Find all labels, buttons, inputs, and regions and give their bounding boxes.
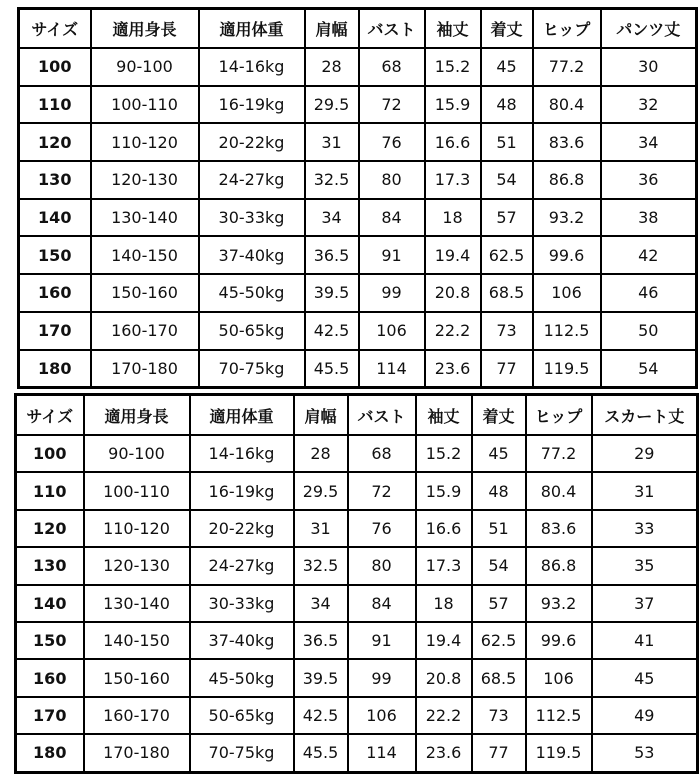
table-row bbox=[19, 236, 697, 274]
table-cell: 24-27kg bbox=[190, 547, 294, 584]
table-cell: 106 bbox=[526, 659, 592, 696]
table-cell: 110-120 bbox=[84, 510, 190, 547]
table-cell: 150-160 bbox=[84, 659, 190, 696]
table-cell: 24-27kg bbox=[199, 161, 305, 199]
table-cell: 45 bbox=[472, 435, 526, 472]
size-cell: 150 bbox=[16, 622, 84, 659]
table-cell: 36.5 bbox=[305, 236, 359, 274]
table-cell: 90-100 bbox=[91, 48, 199, 86]
table-cell: 170-180 bbox=[91, 350, 199, 388]
table-cell: 70-75kg bbox=[190, 734, 294, 772]
table-cell: 119.5 bbox=[526, 734, 592, 772]
table-cell: 15.2 bbox=[425, 48, 481, 86]
table-cell: 45 bbox=[481, 48, 533, 86]
table-cell: 99.6 bbox=[526, 622, 592, 659]
table-row bbox=[16, 510, 698, 547]
size-cell: 130 bbox=[19, 161, 91, 199]
table-cell: 15.2 bbox=[416, 435, 472, 472]
column-header: ヒップ bbox=[533, 9, 601, 49]
table-cell: 45 bbox=[592, 659, 698, 696]
table-header bbox=[19, 9, 697, 49]
table-cell: 16-19kg bbox=[199, 86, 305, 124]
table-cell: 32.5 bbox=[305, 161, 359, 199]
table-cell: 17.3 bbox=[425, 161, 481, 199]
size-cell: 120 bbox=[19, 123, 91, 161]
column-header: ヒップ bbox=[526, 395, 592, 436]
table-cell: 73 bbox=[481, 312, 533, 350]
table-cell: 48 bbox=[481, 86, 533, 124]
table-cell: 160-170 bbox=[91, 312, 199, 350]
table-cell: 20.8 bbox=[425, 274, 481, 312]
table-cell: 62.5 bbox=[472, 622, 526, 659]
size-table-skirt bbox=[14, 393, 699, 774]
table-cell: 140-150 bbox=[91, 236, 199, 274]
table-cell: 14-16kg bbox=[199, 48, 305, 86]
table-cell: 20-22kg bbox=[190, 510, 294, 547]
table-cell: 170-180 bbox=[84, 734, 190, 772]
table-cell: 100-110 bbox=[91, 86, 199, 124]
size-cell: 180 bbox=[16, 734, 84, 772]
table-cell: 77.2 bbox=[533, 48, 601, 86]
column-header: 肩幅 bbox=[305, 9, 359, 49]
table-cell: 16-19kg bbox=[190, 472, 294, 509]
table-cell: 51 bbox=[472, 510, 526, 547]
table-cell: 140-150 bbox=[84, 622, 190, 659]
size-cell: 160 bbox=[16, 659, 84, 696]
table-row bbox=[19, 312, 697, 350]
table-cell: 57 bbox=[481, 199, 533, 237]
table-cell: 22.2 bbox=[416, 697, 472, 734]
table-cell: 20.8 bbox=[416, 659, 472, 696]
table-cell: 39.5 bbox=[305, 274, 359, 312]
header-row bbox=[19, 9, 697, 49]
table-cell: 99.6 bbox=[533, 236, 601, 274]
table-row bbox=[16, 622, 698, 659]
table-cell: 23.6 bbox=[416, 734, 472, 772]
table-cell: 86.8 bbox=[526, 547, 592, 584]
column-header: 適用身長 bbox=[84, 395, 190, 436]
table-cell: 90-100 bbox=[84, 435, 190, 472]
size-cell: 160 bbox=[19, 274, 91, 312]
table-row bbox=[19, 199, 697, 237]
table-cell: 34 bbox=[305, 199, 359, 237]
size-cell: 110 bbox=[19, 86, 91, 124]
table-cell: 72 bbox=[348, 472, 416, 509]
column-header: 適用体重 bbox=[190, 395, 294, 436]
table-cell: 76 bbox=[359, 123, 425, 161]
table-cell: 35 bbox=[592, 547, 698, 584]
column-header: 袖丈 bbox=[425, 9, 481, 49]
table-cell: 42 bbox=[601, 236, 697, 274]
table-cell: 19.4 bbox=[425, 236, 481, 274]
table-cell: 20-22kg bbox=[199, 123, 305, 161]
table-cell: 14-16kg bbox=[190, 435, 294, 472]
table-cell: 112.5 bbox=[533, 312, 601, 350]
table-cell: 16.6 bbox=[416, 510, 472, 547]
table-cell: 83.6 bbox=[526, 510, 592, 547]
column-header: 適用体重 bbox=[199, 9, 305, 49]
table-cell: 68 bbox=[359, 48, 425, 86]
table-cell: 22.2 bbox=[425, 312, 481, 350]
table-cell: 48 bbox=[472, 472, 526, 509]
column-header: バスト bbox=[359, 9, 425, 49]
table-cell: 31 bbox=[294, 510, 348, 547]
table-cell: 38 bbox=[601, 199, 697, 237]
table-cell: 29 bbox=[592, 435, 698, 472]
size-cell: 180 bbox=[19, 350, 91, 388]
table-row bbox=[16, 697, 698, 734]
table-cell: 72 bbox=[359, 86, 425, 124]
table-cell: 80.4 bbox=[533, 86, 601, 124]
table-cell: 150-160 bbox=[91, 274, 199, 312]
table-cell: 29.5 bbox=[305, 86, 359, 124]
table-cell: 30-33kg bbox=[190, 585, 294, 622]
table-cell: 62.5 bbox=[481, 236, 533, 274]
size-cell: 100 bbox=[16, 435, 84, 472]
table-cell: 51 bbox=[481, 123, 533, 161]
table-row bbox=[19, 123, 697, 161]
table-cell: 99 bbox=[348, 659, 416, 696]
table-cell: 45.5 bbox=[294, 734, 348, 772]
table-cell: 32.5 bbox=[294, 547, 348, 584]
table-cell: 86.8 bbox=[533, 161, 601, 199]
table-cell: 54 bbox=[472, 547, 526, 584]
table-cell: 160-170 bbox=[84, 697, 190, 734]
table-cell: 100-110 bbox=[84, 472, 190, 509]
table-cell: 68.5 bbox=[481, 274, 533, 312]
table-row bbox=[16, 734, 698, 772]
table-cell: 18 bbox=[425, 199, 481, 237]
table-cell: 23.6 bbox=[425, 350, 481, 388]
table-cell: 93.2 bbox=[533, 199, 601, 237]
table-cell: 46 bbox=[601, 274, 697, 312]
table-row bbox=[16, 435, 698, 472]
table-cell: 91 bbox=[348, 622, 416, 659]
table-cell: 130-140 bbox=[91, 199, 199, 237]
table-cell: 42.5 bbox=[294, 697, 348, 734]
size-cell: 130 bbox=[16, 547, 84, 584]
column-header: 適用身長 bbox=[91, 9, 199, 49]
table-cell: 50 bbox=[601, 312, 697, 350]
table-header bbox=[16, 395, 698, 436]
column-header: スカート丈 bbox=[592, 395, 698, 436]
table-cell: 45-50kg bbox=[199, 274, 305, 312]
table-cell: 80 bbox=[348, 547, 416, 584]
table-cell: 16.6 bbox=[425, 123, 481, 161]
table-cell: 32 bbox=[601, 86, 697, 124]
table-cell: 84 bbox=[348, 585, 416, 622]
table-cell: 114 bbox=[359, 350, 425, 388]
table-cell: 112.5 bbox=[526, 697, 592, 734]
table-row bbox=[19, 274, 697, 312]
column-header: サイズ bbox=[19, 9, 91, 49]
table-cell: 84 bbox=[359, 199, 425, 237]
table-cell: 93.2 bbox=[526, 585, 592, 622]
table-row bbox=[16, 547, 698, 584]
table-cell: 36 bbox=[601, 161, 697, 199]
size-cell: 170 bbox=[19, 312, 91, 350]
table-cell: 110-120 bbox=[91, 123, 199, 161]
table-cell: 119.5 bbox=[533, 350, 601, 388]
table-cell: 106 bbox=[359, 312, 425, 350]
table-row bbox=[19, 48, 697, 86]
size-cell: 100 bbox=[19, 48, 91, 86]
table-cell: 120-130 bbox=[84, 547, 190, 584]
table-cell: 99 bbox=[359, 274, 425, 312]
table-cell: 31 bbox=[592, 472, 698, 509]
table-cell: 30-33kg bbox=[199, 199, 305, 237]
table-cell: 120-130 bbox=[91, 161, 199, 199]
size-table-pants bbox=[17, 7, 698, 389]
header-row bbox=[16, 395, 698, 436]
table-cell: 106 bbox=[533, 274, 601, 312]
table-cell: 54 bbox=[481, 161, 533, 199]
table-cell: 49 bbox=[592, 697, 698, 734]
size-cell: 150 bbox=[19, 236, 91, 274]
size-cell: 140 bbox=[16, 585, 84, 622]
table-cell: 34 bbox=[601, 123, 697, 161]
table-cell: 17.3 bbox=[416, 547, 472, 584]
table-cell: 50-65kg bbox=[190, 697, 294, 734]
table-cell: 45-50kg bbox=[190, 659, 294, 696]
table-cell: 19.4 bbox=[416, 622, 472, 659]
table-cell: 39.5 bbox=[294, 659, 348, 696]
size-cell: 120 bbox=[16, 510, 84, 547]
table-cell: 36.5 bbox=[294, 622, 348, 659]
table-cell: 28 bbox=[305, 48, 359, 86]
table-cell: 70-75kg bbox=[199, 350, 305, 388]
table-cell: 130-140 bbox=[84, 585, 190, 622]
table-cell: 30 bbox=[601, 48, 697, 86]
table-cell: 106 bbox=[348, 697, 416, 734]
table-cell: 68.5 bbox=[472, 659, 526, 696]
table-cell: 45.5 bbox=[305, 350, 359, 388]
table-row bbox=[16, 585, 698, 622]
table-cell: 91 bbox=[359, 236, 425, 274]
table-cell: 73 bbox=[472, 697, 526, 734]
column-header: サイズ bbox=[16, 395, 84, 436]
table-body bbox=[16, 435, 698, 772]
table-cell: 31 bbox=[305, 123, 359, 161]
column-header: パンツ丈 bbox=[601, 9, 697, 49]
table-cell: 18 bbox=[416, 585, 472, 622]
table-row bbox=[19, 350, 697, 388]
table-cell: 41 bbox=[592, 622, 698, 659]
table-cell: 33 bbox=[592, 510, 698, 547]
table-row bbox=[16, 472, 698, 509]
table-cell: 80 bbox=[359, 161, 425, 199]
table-cell: 29.5 bbox=[294, 472, 348, 509]
table-cell: 42.5 bbox=[305, 312, 359, 350]
table-cell: 57 bbox=[472, 585, 526, 622]
size-cell: 110 bbox=[16, 472, 84, 509]
column-header: 着丈 bbox=[472, 395, 526, 436]
table-cell: 28 bbox=[294, 435, 348, 472]
column-header: 肩幅 bbox=[294, 395, 348, 436]
size-cell: 170 bbox=[16, 697, 84, 734]
table-cell: 15.9 bbox=[425, 86, 481, 124]
column-header: 袖丈 bbox=[416, 395, 472, 436]
table-cell: 114 bbox=[348, 734, 416, 772]
table-cell: 77.2 bbox=[526, 435, 592, 472]
table-cell: 53 bbox=[592, 734, 698, 772]
table-cell: 34 bbox=[294, 585, 348, 622]
table-cell: 68 bbox=[348, 435, 416, 472]
table-body bbox=[19, 48, 697, 388]
table-cell: 37-40kg bbox=[199, 236, 305, 274]
table-row bbox=[16, 659, 698, 696]
table-cell: 37 bbox=[592, 585, 698, 622]
table-cell: 15.9 bbox=[416, 472, 472, 509]
table-cell: 80.4 bbox=[526, 472, 592, 509]
table-cell: 77 bbox=[481, 350, 533, 388]
table-cell: 77 bbox=[472, 734, 526, 772]
table-cell: 37-40kg bbox=[190, 622, 294, 659]
table-cell: 83.6 bbox=[533, 123, 601, 161]
column-header: 着丈 bbox=[481, 9, 533, 49]
table-row bbox=[19, 86, 697, 124]
column-header: バスト bbox=[348, 395, 416, 436]
table-cell: 50-65kg bbox=[199, 312, 305, 350]
size-cell: 140 bbox=[19, 199, 91, 237]
table-cell: 54 bbox=[601, 350, 697, 388]
table-cell: 76 bbox=[348, 510, 416, 547]
table-row bbox=[19, 161, 697, 199]
